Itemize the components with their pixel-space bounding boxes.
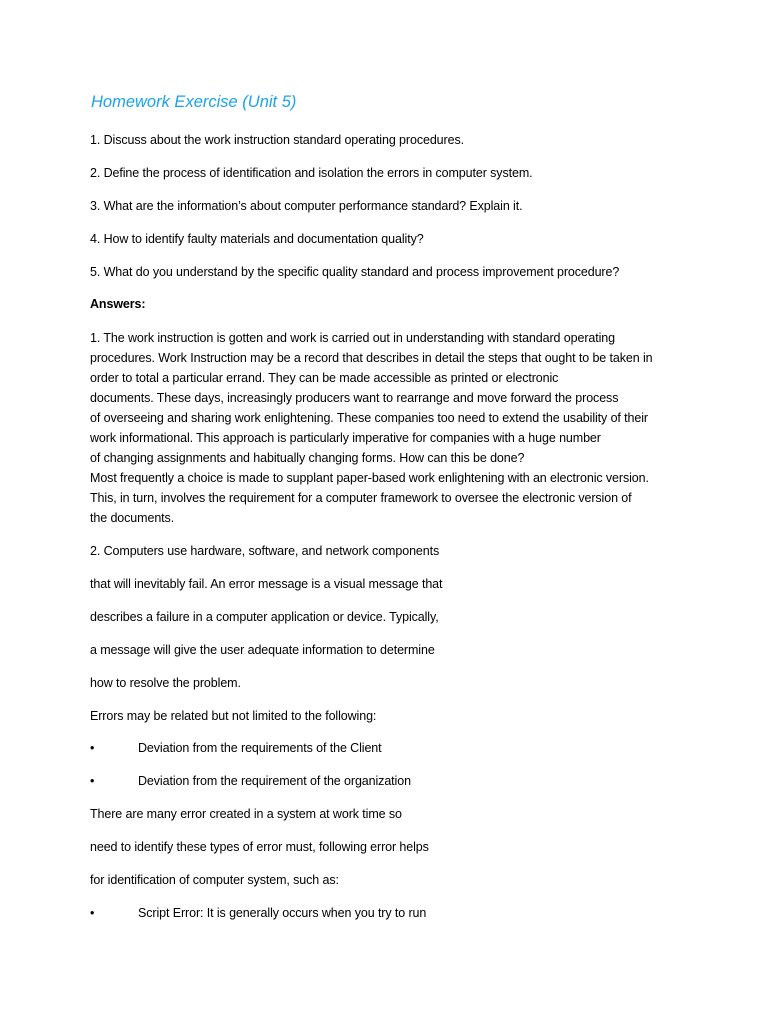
answer-1-line: Most frequently a choice is made to supplant paper-based work enlightening with an electronic version.	[90, 471, 649, 485]
document-title: Homework Exercise (Unit 5)	[91, 93, 297, 111]
question-3: 3. What are the information’s about computer performance standard? Explain it.	[90, 199, 523, 213]
bullet-icon: •	[90, 741, 95, 755]
bullet-icon: •	[90, 774, 95, 788]
answer-2-line: Errors may be related but not limited to the following:	[90, 709, 377, 723]
question-5: 5. What do you understand by the specific quality standard and process improvement procedure?	[90, 265, 620, 279]
answer-1-line: procedures. Work Instruction may be a record that describes in detail the steps that ought to be taken in	[90, 351, 653, 365]
answer-2-line: how to resolve the problem.	[90, 676, 241, 690]
answer-1-line: the documents.	[90, 511, 175, 525]
answer-1-line: work informational. This approach is particularly imperative for companies with a huge number	[90, 431, 601, 445]
bullet-icon: •	[90, 906, 95, 920]
answer-2-line: that will inevitably fail. An error message is a visual message that	[90, 577, 443, 591]
question-2: 2. Define the process of identification and isolation the errors in computer system.	[90, 166, 533, 180]
answer-2-line: a message will give the user adequate information to determine	[90, 643, 435, 657]
answer-2-line: There are many error created in a system at work time so	[90, 807, 402, 821]
bullet-item: Script Error: It is generally occurs when you try to run	[138, 906, 427, 920]
answers-heading: Answers:	[90, 297, 146, 311]
answer-2-line: describes a failure in a computer application or device. Typically,	[90, 610, 439, 624]
answer-2-line: need to identify these types of error must, following error helps	[90, 840, 429, 854]
bullet-item: Deviation from the requirement of the organization	[138, 774, 411, 788]
answer-1-line: 1. The work instruction is gotten and work is carried out in understanding with standard operating	[90, 331, 615, 345]
answer-1-line: of overseeing and sharing work enlightening. These companies too need to extend the usability of their	[90, 411, 648, 425]
question-4: 4. How to identify faulty materials and documentation quality?	[90, 232, 424, 246]
answer-2-line: for identification of computer system, such as:	[90, 873, 339, 887]
answer-1-line: This, in turn, involves the requirement for a computer framework to oversee the electronic version of	[90, 491, 632, 505]
question-1: 1. Discuss about the work instruction standard operating procedures.	[90, 133, 464, 147]
answer-1-line: documents. These days, increasingly producers want to rearrange and move forward the process	[90, 391, 619, 405]
answer-1-line: of changing assignments and habitually changing forms. How can this be done?	[90, 451, 525, 465]
bullet-item: Deviation from the requirements of the Client	[138, 741, 382, 755]
answer-1-line: order to total a particular errand. They can be made accessible as printed or electronic	[90, 371, 559, 385]
answer-2-line: 2. Computers use hardware, software, and network components	[90, 544, 440, 558]
